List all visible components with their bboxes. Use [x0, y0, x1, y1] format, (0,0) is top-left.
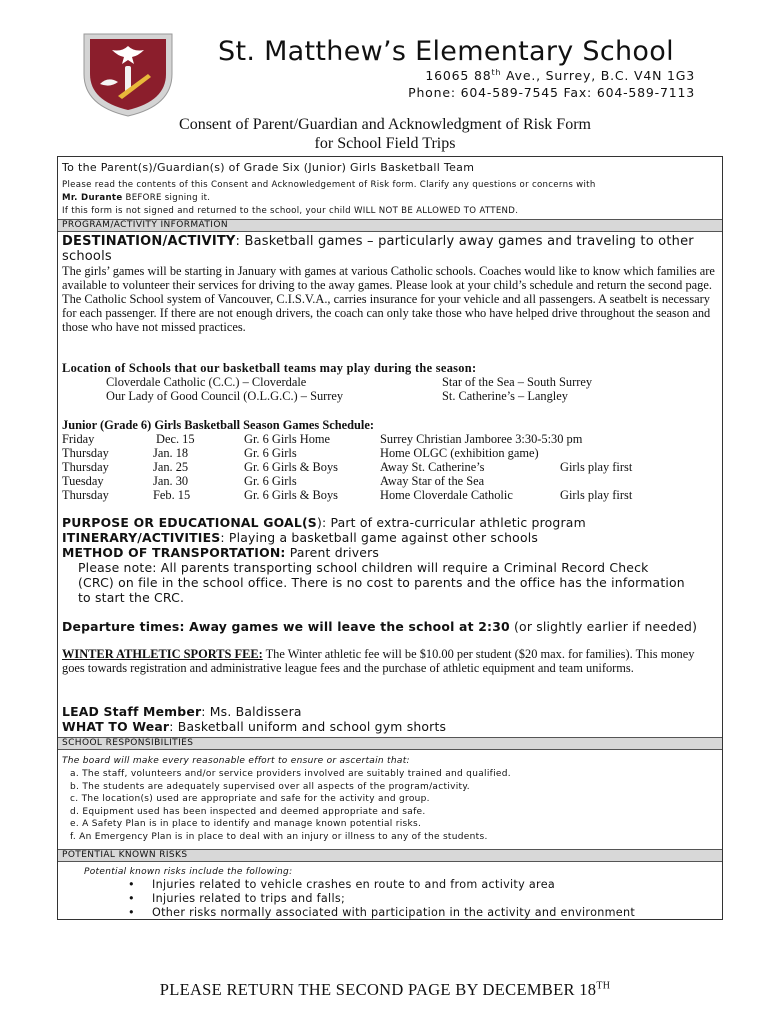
- locations-heading: Location of Schools that our basketball teams may play during the season:: [62, 361, 477, 375]
- lead-staff-member: LEAD Staff Member: Ms. Baldissera: [62, 704, 302, 719]
- destination-activity: DESTINATION/ACTIVITY: Basketball games – particularly away games and traveling to other schools: [62, 234, 694, 264]
- school-address: 16065 88th Ave., Surrey, B.C. V4N 1G3: [425, 68, 695, 84]
- consent-form-box: [57, 156, 723, 920]
- responsibility-item: e. A Safety Plan is in place to identify and manage known potential risks.: [70, 819, 422, 829]
- school-phone-fax: Phone: 604-589-7545 Fax: 604-589-7113: [408, 85, 695, 100]
- schedule-row: Thursday Jan. 18 Gr. 6 Girls Home OLGC (exhibition game): [62, 446, 539, 460]
- itinerary-activities: ITINERARY/ACTIVITIES: Playing a basketball game against other schools: [62, 530, 539, 545]
- risks-list: [128, 878, 635, 920]
- responsibility-item: b. The students are adequately supervised over all aspects of the program/activity.: [70, 781, 470, 792]
- program-paragraph: The girls’ games will be starting in January with games at various Catholic schools. Coaches would like to know which families are available to volunteer their services for driving to the away games. Please look at your child’s schedule and return the second page. The Catholic School system of Vancouver, C.I.S.V.A., carries insurance for your vehicle and all passengers. A seatbelt is necessary for each passenger. If there are not enough drivers, the coach can only take those who have helped drive throughout the season and those who have not missed practices.: [62, 264, 715, 334]
- responsibility-item: a. The staff, volunteers and/or service providers involved are suitably trained and qualified.: [70, 769, 511, 779]
- schedule-row: Thursday Feb. 15 Gr. 6 Girls & Boys Home Cloverdale Catholic Girls play first: [62, 488, 633, 502]
- schedule-heading: Junior (Grade 6) Girls Basketball Season Games Schedule:: [62, 418, 374, 432]
- risk-item: • Other risks normally associated with participation in the activity and environment: [128, 906, 636, 919]
- school-name: St. Matthew’s Elementary School: [218, 36, 674, 67]
- school-crest-logo: [78, 26, 178, 118]
- responsibility-item: d. Equipment used has been inspected and deemed appropriate and safe.: [70, 806, 426, 817]
- schedule-table: [62, 432, 718, 502]
- return-deadline-footer: PLEASE RETURN THE SECOND PAGE BY DECEMBER 18TH: [159, 980, 611, 999]
- responsibilities-intro: The board will make every reasonable effort to ensure or ascertain that:: [62, 756, 410, 766]
- location-item: Cloverdale Catholic (C.C.) – Cloverdale: [106, 375, 307, 389]
- location-item: Our Lady of Good Council (O.L.G.C.) – Surrey: [106, 389, 344, 403]
- section-heading-program-info: PROGRAM/ACTIVITY INFORMATION: [58, 219, 722, 232]
- contact-note: Mr. Durante BEFORE signing it.: [62, 193, 211, 203]
- location-item: Star of the Sea – South Surrey: [442, 375, 593, 389]
- bullet-icon: •: [128, 906, 135, 919]
- schedule-row: Friday Dec. 15 Gr. 6 Girls Home Surrey Christian Jamboree 3:30-5:30 pm: [62, 432, 583, 446]
- responsibility-item: c. The location(s) used are appropriate and safe for the activity and group.: [70, 794, 430, 804]
- addressee-line: To the Parent(s)/Guardian(s) of Grade Six (Junior) Girls Basketball Team: [62, 161, 475, 174]
- schedule-row: Tuesday Jan. 30 Gr. 6 Girls Away Star of the Sea: [62, 474, 485, 488]
- winter-sports-fee: WINTER ATHLETIC SPORTS FEE: The Winter athletic fee will be $10.00 per student ($20 max. for families). This money goes towards registration and administrative league fees and the purchase of athletic equipment and team uniforms.: [62, 647, 695, 675]
- crc-note: Please note: All parents transporting school children will require a Criminal Record Check (CRC) on file in the school office. There is no cost to parents and the office has the information to start the CRC.: [78, 560, 685, 605]
- responsibility-item: f. An Emergency Plan is in place to deal with an injury or illness to any of the students.: [70, 831, 488, 842]
- risks-intro: Potential known risks include the following:: [84, 867, 293, 877]
- bullet-icon: •: [128, 878, 135, 891]
- risk-item: • Injuries related to trips and falls;: [128, 892, 346, 905]
- bullet-icon: •: [128, 892, 135, 905]
- form-title: Consent of Parent/Guardian and Acknowledgment of Risk Form for School Field Trips: [179, 116, 591, 152]
- purpose-goal: PURPOSE OR EDUCATIONAL GOAL(S): Part of extra-curricular athletic program: [62, 515, 586, 530]
- location-item: St. Catherine’s – Langley: [442, 389, 568, 403]
- what-to-wear: WHAT TO Wear: Basketball uniform and school gym shorts: [62, 719, 447, 734]
- departure-times: Departure times: Away games we will leave the school at 2:30 (or slightly earlier if needed): [62, 619, 698, 634]
- responsibilities-list: [70, 768, 511, 843]
- section-heading-school-responsibilities: SCHOOL RESPONSIBILITIES: [58, 737, 722, 750]
- read-instructions-note: Please read the contents of this Consent and Acknowledgement of Risk form. Clarify any questions or concerns with: [62, 180, 596, 190]
- section-heading-potential-risks: POTENTIAL KNOWN RISKS: [58, 849, 722, 862]
- risk-item: • Injuries related to vehicle crashes en route to and from activity area: [128, 878, 556, 891]
- not-signed-warning: If this form is not signed and returned to the school, your child WILL NOT BE ALLOWED TO ATTEND.: [62, 206, 519, 216]
- method-of-transportation: METHOD OF TRANSPORTATION: Parent drivers: [62, 545, 380, 560]
- schedule-row: Thursday Jan. 25 Gr. 6 Girls & Boys Away St. Catherine’s Girls play first: [62, 460, 633, 474]
